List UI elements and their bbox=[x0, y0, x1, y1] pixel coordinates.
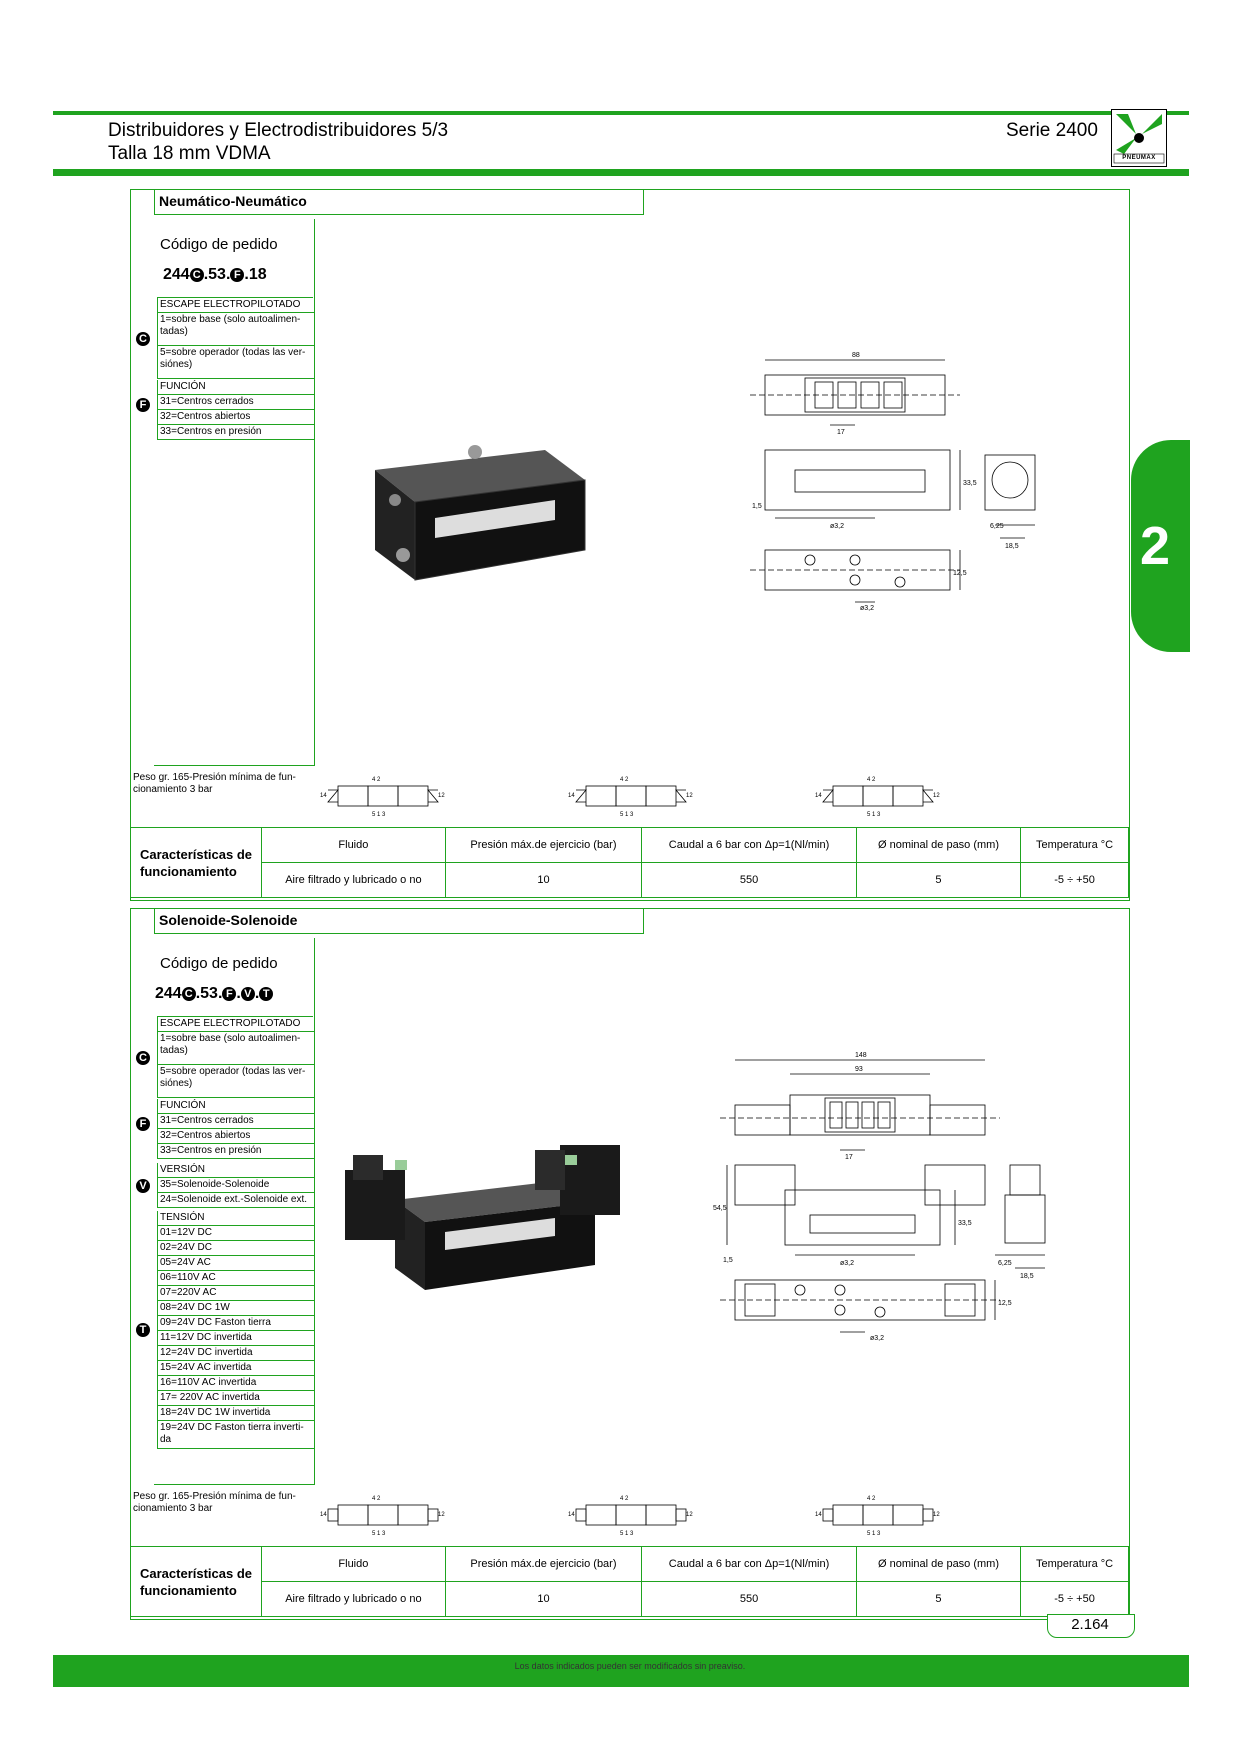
dim-label: 6,25 bbox=[990, 523, 1004, 530]
option-item: 01=12V DC bbox=[158, 1226, 314, 1241]
option-item: 32=Centros abiertos bbox=[158, 410, 314, 425]
dim-label: 93 bbox=[855, 1066, 863, 1073]
group-letter-c: C bbox=[136, 1051, 150, 1065]
dim-label: ø3,2 bbox=[840, 1260, 855, 1267]
svg-text:14: 14 bbox=[815, 1512, 822, 1518]
dim-label: ø3,2 bbox=[870, 1335, 885, 1342]
char-value: 10 bbox=[445, 863, 641, 898]
option-item: 07=220V AC bbox=[158, 1286, 314, 1301]
option-group-f bbox=[133, 380, 315, 440]
char-value: -5 ÷ +50 bbox=[1021, 1582, 1129, 1617]
svg-text:12: 12 bbox=[933, 1512, 940, 1518]
page-title: Distribuidores y Electrodistribuidores 5/3 Talla 18 mm VDMA bbox=[108, 120, 449, 164]
group-letter-c: C bbox=[136, 332, 150, 346]
svg-text:12: 12 bbox=[438, 1512, 445, 1518]
option-item: 12=24V DC invertida bbox=[158, 1346, 314, 1361]
dim-label: ø3,2 bbox=[860, 605, 875, 612]
char-value: 550 bbox=[642, 863, 857, 898]
dimension-drawing-solenoid bbox=[715, 1050, 1075, 1340]
code-letter-c: C bbox=[182, 987, 196, 1001]
svg-text:14: 14 bbox=[568, 793, 575, 799]
option-item: 06=110V AC bbox=[158, 1271, 314, 1286]
svg-text:4 2: 4 2 bbox=[867, 1496, 876, 1502]
option-item: 05=24V AC bbox=[158, 1256, 314, 1271]
svg-text:14: 14 bbox=[320, 793, 327, 799]
char-header: Temperatura °C bbox=[1021, 828, 1129, 863]
group-letter-t: T bbox=[136, 1323, 150, 1337]
characteristics-table bbox=[130, 1546, 1129, 1617]
section-title: Neumático-Neumático bbox=[154, 189, 644, 215]
brand-text: PNEUMAX bbox=[1122, 155, 1156, 161]
option-group-c bbox=[133, 1017, 314, 1099]
option-item: 31=Centros cerrados bbox=[158, 1114, 314, 1129]
option-item: 31=Centros cerrados bbox=[158, 395, 314, 410]
svg-text:14: 14 bbox=[320, 1512, 327, 1518]
option-item: ESCAPE ELECTROPILOTADO bbox=[158, 1017, 314, 1032]
char-value: Aire filtrado y lubricado o no bbox=[262, 863, 446, 898]
svg-text:12: 12 bbox=[686, 793, 693, 799]
weight-note: Peso gr. 165-Presión mínima de fun-cionamiento 3 bar bbox=[133, 1491, 296, 1514]
footer-bar bbox=[53, 1655, 1189, 1687]
chapter-number: 2 bbox=[1140, 516, 1171, 576]
option-item: 08=24V DC 1W bbox=[158, 1301, 314, 1316]
group-letter-f: F bbox=[136, 1117, 150, 1131]
valve-symbol-pressure-centers bbox=[815, 772, 945, 818]
svg-text:12: 12 bbox=[933, 793, 940, 799]
svg-text:14: 14 bbox=[815, 793, 822, 799]
option-item: 15=24V AC invertida bbox=[158, 1361, 314, 1376]
option-item: VERSIÓN bbox=[158, 1163, 314, 1178]
product-photo-solenoid bbox=[335, 1140, 635, 1320]
option-item: FUNCIÓN bbox=[158, 380, 314, 395]
char-header: Fluido bbox=[262, 1547, 446, 1582]
group-letter-f: F bbox=[136, 398, 150, 412]
characteristics-label: Características de funcionamiento bbox=[130, 828, 262, 898]
dim-label: 88 bbox=[852, 352, 860, 359]
svg-text:5 1 3: 5 1 3 bbox=[372, 812, 386, 818]
option-item: 5=sobre operador (todas las ver-siónes) bbox=[158, 1065, 314, 1098]
code-letter-c: C bbox=[190, 268, 204, 282]
svg-text:5 1 3: 5 1 3 bbox=[620, 1531, 634, 1537]
dim-label: 33,5 bbox=[963, 480, 977, 487]
valve-symbol-closed-centers bbox=[320, 1491, 450, 1537]
dim-label: 17 bbox=[845, 1154, 853, 1161]
order-code: 244 C .53. F . V . T bbox=[155, 985, 273, 1003]
dim-label: 6,25 bbox=[998, 1260, 1012, 1267]
characteristics-table bbox=[130, 827, 1129, 898]
char-header: Presión máx.de ejercicio (bar) bbox=[445, 1547, 641, 1582]
char-value: Aire filtrado y lubricado o no bbox=[262, 1582, 446, 1617]
option-group-t bbox=[133, 1211, 314, 1449]
char-header: Ø nominal de paso (mm) bbox=[856, 1547, 1020, 1582]
svg-text:12: 12 bbox=[438, 793, 445, 799]
characteristics-label: Características de funcionamiento bbox=[130, 1547, 262, 1617]
valve-symbol-pressure-centers bbox=[815, 1491, 945, 1537]
svg-text:4 2: 4 2 bbox=[620, 1496, 629, 1502]
order-code-label: Código de pedido bbox=[160, 955, 278, 972]
weight-note: Peso gr. 165-Presión mínima de fun-cionamiento 3 bar bbox=[133, 772, 296, 795]
valve-symbol-open-centers bbox=[568, 772, 698, 818]
option-item: 24=Solenoide ext.-Solenoide ext. bbox=[158, 1193, 314, 1208]
dim-label: 148 bbox=[855, 1052, 867, 1059]
option-item: 11=12V DC invertida bbox=[158, 1331, 314, 1346]
option-item: 1=sobre base (solo autoalimen-tadas) bbox=[158, 1032, 314, 1065]
valve-symbol-closed-centers bbox=[320, 772, 450, 818]
svg-text:5 1 3: 5 1 3 bbox=[867, 812, 881, 818]
svg-text:4 2: 4 2 bbox=[620, 777, 629, 783]
order-code: 244 C .53. F .18 bbox=[163, 266, 267, 283]
header-top-bar bbox=[53, 111, 1189, 115]
svg-text:12: 12 bbox=[686, 1512, 693, 1518]
option-group-c bbox=[133, 298, 315, 380]
group-letter-v: V bbox=[136, 1179, 150, 1193]
dim-label: 18,5 bbox=[1020, 1273, 1034, 1280]
svg-text:5 1 3: 5 1 3 bbox=[372, 1531, 386, 1537]
char-value: 5 bbox=[856, 1582, 1020, 1617]
footer-note: Los datos indicados pueden ser modificados sin preaviso. bbox=[514, 1661, 746, 1671]
option-item: 02=24V DC bbox=[158, 1241, 314, 1256]
code-letter-v: V bbox=[241, 987, 255, 1001]
option-group-v bbox=[133, 1163, 314, 1211]
dim-label: 1,5 bbox=[752, 503, 762, 510]
char-value: 10 bbox=[445, 1582, 641, 1617]
char-value: 550 bbox=[642, 1582, 857, 1617]
dim-label: 54,5 bbox=[713, 1205, 727, 1212]
char-header: Temperatura °C bbox=[1021, 1547, 1129, 1582]
valve-symbol-open-centers bbox=[568, 1491, 698, 1537]
option-item: 35=Solenoide-Solenoide bbox=[158, 1178, 314, 1193]
option-item: 18=24V DC 1W invertida bbox=[158, 1406, 314, 1421]
product-photo-pneumatic bbox=[355, 440, 625, 600]
code-letter-f: F bbox=[230, 268, 244, 282]
dim-label: 18,5 bbox=[1005, 543, 1019, 550]
char-header: Ø nominal de paso (mm) bbox=[856, 828, 1020, 863]
option-item: TENSIÓN bbox=[158, 1211, 314, 1226]
dim-label: ø3,2 bbox=[830, 523, 845, 530]
code-letter-f: F bbox=[222, 987, 236, 1001]
option-item: 19=24V DC Faston tierra inverti-da bbox=[158, 1421, 314, 1449]
header-bottom-bar bbox=[53, 169, 1189, 176]
brand-logo bbox=[1111, 109, 1167, 167]
code-letter-t: T bbox=[259, 987, 273, 1001]
svg-text:4 2: 4 2 bbox=[867, 777, 876, 783]
section-title: Solenoide-Solenoide bbox=[154, 908, 644, 934]
option-item: 32=Centros abiertos bbox=[158, 1129, 314, 1144]
svg-text:4 2: 4 2 bbox=[372, 777, 381, 783]
dimension-drawing-pneumatic bbox=[750, 350, 1070, 610]
dim-label: 33,5 bbox=[958, 1220, 972, 1227]
page-number: 2.164 bbox=[1071, 1616, 1109, 1633]
option-item: 1=sobre base (solo autoalimen-tadas) bbox=[158, 313, 314, 346]
option-item: 09=24V DC Faston tierra bbox=[158, 1316, 314, 1331]
dim-label: 12,5 bbox=[998, 1300, 1012, 1307]
svg-text:5 1 3: 5 1 3 bbox=[867, 1531, 881, 1537]
option-item: ESCAPE ELECTROPILOTADO bbox=[158, 298, 314, 313]
char-header: Fluido bbox=[262, 828, 446, 863]
option-item: 17= 220V AC invertida bbox=[158, 1391, 314, 1406]
dim-label: 17 bbox=[837, 429, 845, 436]
char-value: -5 ÷ +50 bbox=[1021, 863, 1129, 898]
option-group-f bbox=[133, 1099, 314, 1163]
option-item: FUNCIÓN bbox=[158, 1099, 314, 1114]
dim-label: 12,5 bbox=[953, 570, 967, 577]
svg-text:4 2: 4 2 bbox=[372, 1496, 381, 1502]
char-header: Caudal a 6 bar con Δp=1(Nl/min) bbox=[642, 1547, 857, 1582]
char-header: Caudal a 6 bar con Δp=1(Nl/min) bbox=[642, 828, 857, 863]
option-item: 33=Centros en presión bbox=[158, 1144, 314, 1159]
option-item: 33=Centros en presión bbox=[158, 425, 314, 440]
option-item: 16=110V AC invertida bbox=[158, 1376, 314, 1391]
order-code-label: Código de pedido bbox=[160, 236, 278, 253]
series-label: Serie 2400 bbox=[1006, 120, 1098, 141]
svg-text:5 1 3: 5 1 3 bbox=[620, 812, 634, 818]
svg-text:14: 14 bbox=[568, 1512, 575, 1518]
char-header: Presión máx.de ejercicio (bar) bbox=[445, 828, 641, 863]
char-value: 5 bbox=[856, 863, 1020, 898]
option-item: 5=sobre operador (todas las ver-siónes) bbox=[158, 346, 314, 379]
dim-label: 1,5 bbox=[723, 1257, 733, 1264]
